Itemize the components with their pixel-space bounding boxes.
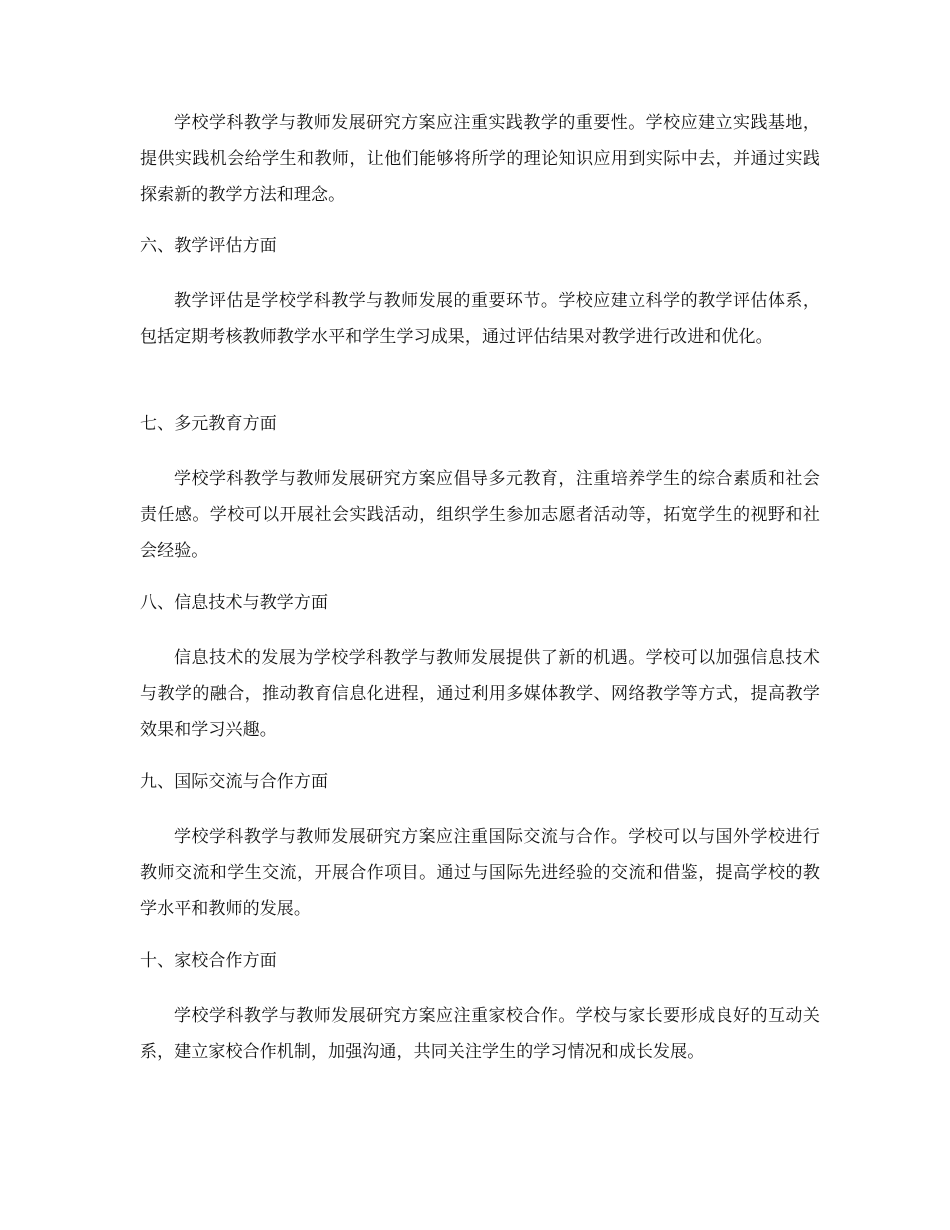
paragraph-teaching-evaluation: 教学评估是学校学科教学与教师发展的重要环节。学校应建立科学的教学评估体系，包括定期考核教师教学水平和学生学习成果，通过评估结果对教学进行改进和优化。 (140, 291, 820, 347)
paragraph-practice-teaching: 学校学科教学与教师发展研究方案应注重实践教学的重要性。学校应建立实践基地，提供实践机会给学生和教师，让他们能够将所学的理论知识应用到实际中去，并通过实践探索新的教学方法和理念。 (140, 113, 820, 205)
paragraph-diverse-education: 学校学科教学与教师发展研究方案应倡导多元教育，注重培养学生的综合素质和社会责任感。学校可以开展社会实践活动，组织学生参加志愿者活动等，拓宽学生的视野和社会经验。 (140, 469, 820, 561)
heading-home-school-cooperation: 十、家校合作方面 (140, 951, 277, 971)
heading-diverse-education: 七、多元教育方面 (140, 414, 277, 434)
heading-information-technology: 八、信息技术与教学方面 (140, 593, 329, 613)
paragraph-international-exchange: 学校学科教学与教师发展研究方案应注重国际交流与合作。学校可以与国外学校进行教师交流和学生交流，开展合作项目。通过与国际先进经验的交流和借鉴，提高学校的教学水平和教师的发展。 (140, 827, 820, 919)
heading-teaching-evaluation: 六、教学评估方面 (140, 236, 277, 256)
paragraph-home-school-cooperation: 学校学科教学与教师发展研究方案应注重家校合作。学校与家长要形成良好的互动关系，建立家校合作机制，加强沟通，共同关注学生的学习情况和成长发展。 (140, 1006, 820, 1062)
heading-international-exchange: 九、国际交流与合作方面 (140, 772, 329, 792)
paragraph-information-technology: 信息技术的发展为学校学科教学与教师发展提供了新的机遇。学校可以加强信息技术与教学的融合，推动教育信息化进程，通过利用多媒体教学、网络教学等方式，提高教学效果和学习兴趣。 (140, 648, 820, 740)
